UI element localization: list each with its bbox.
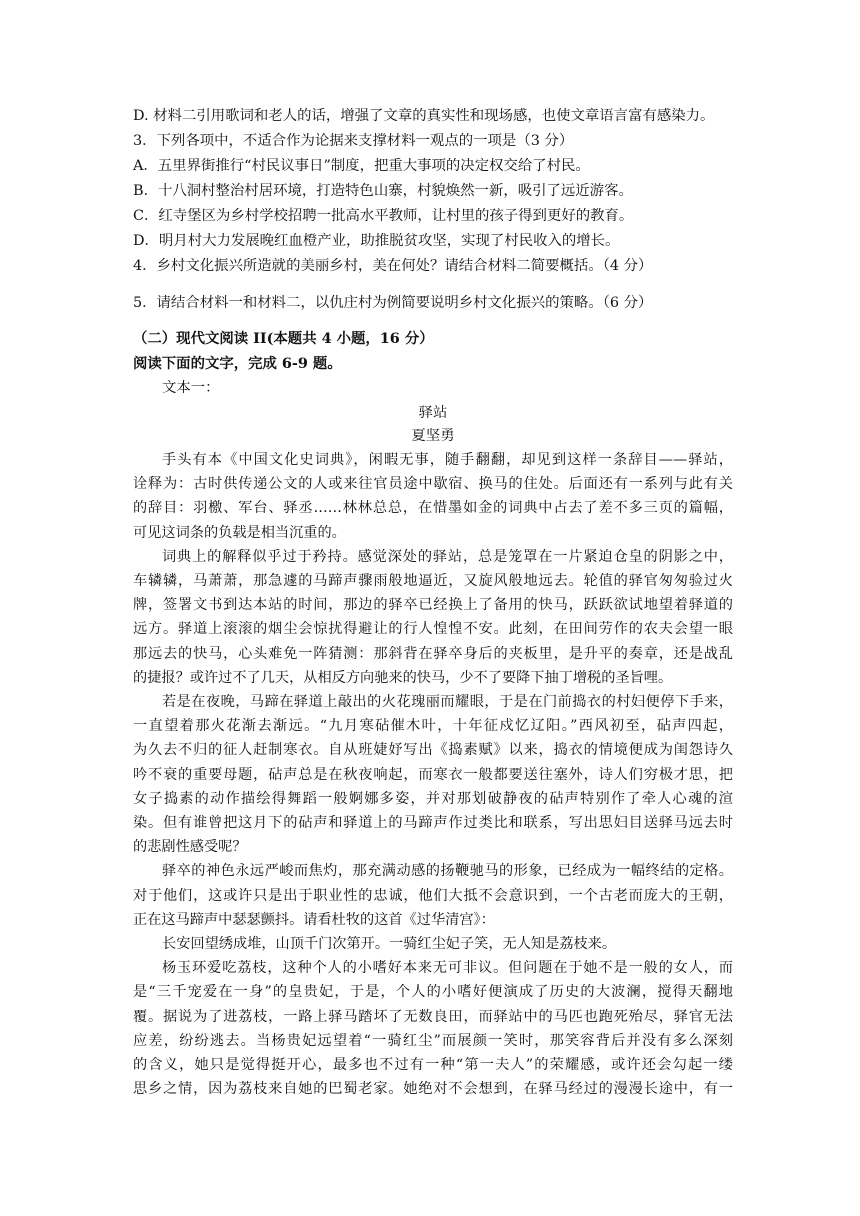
article-line: 诠释为：古时供传递公文的人或来往官员途中歇宿、换马的住处。后面还有一系列与此有关 <box>133 476 733 493</box>
article-line: 覆。据说为了进荔枝，一路上驿马踏坏了无数良田，而驿站中的马匹也跑死殆尽，驿官无法 <box>133 1008 733 1025</box>
article-line: 的悲剧性感受呢？ <box>133 839 247 856</box>
article-line: 若是在夜晚，马蹄在驿道上敲出的火花瑰丽而耀眼，于是在门前捣衣的村妇便停下手来， <box>162 694 733 710</box>
article-author: 夏坚勇 <box>411 428 455 444</box>
article-line: 牌，签署文书到达本站的时间，那边的驿卒已经换上了备用的快马，跃跃欲试地望着驿道的 <box>133 597 733 614</box>
article-line: 为久去不归的征人赶制寒衣。自从班婕妤写出《捣素赋》以来，捣衣的情境便成为闺怨诗久 <box>133 742 733 759</box>
article-line: 染。但有谁曾把这月下的砧声和驿道上的马蹄声作过类比和联系，写出思妇目送驿马远去时 <box>133 815 733 831</box>
article-line: 是“三千宠爱在一身”的皇贵妃，于是，个人的小嗜好便演成了历史的大波澜，搅得天翻地 <box>133 984 733 1001</box>
section-heading: （二）现代文阅读 II(本题共 4 小题，16 分） <box>133 330 434 347</box>
article-line: 女子捣素的动作描绘得舞蹈一般婀娜多姿，并对那划破静夜的砧声特别作了牵人心魂的渲 <box>133 790 733 807</box>
article-line: 应差，纷纷逃去。当杨贵妃远望着“一骑红尘”而展颜一笑时，那笑容背后并没有多么深刻 <box>133 1032 733 1049</box>
q5-stem: 5．请结合材料一和材料二，以仇庄村为例简要说明乡村文化振兴的策略。（6 分） <box>133 295 653 311</box>
q3-option-d: D．明月村大力发展晚红血橙产业，助推脱贫攻坚，实现了村民收入的增长。 <box>133 233 620 249</box>
q3-stem: 3．下列各项中，不适合作为论据来支撑材料一观点的一项是（3 分） <box>133 133 574 149</box>
article-line: 一直望着那火花渐去渐远。“九月寒砧催木叶，十年征戍忆辽阳。”西风初至，砧声四起， <box>133 718 733 735</box>
article-line: 车辚辚，马萧萧，那急遽的马蹄声骤雨般地逼近，又旋风般地远去。轮值的驿官匆匆验过火 <box>133 573 733 589</box>
article-line: 吟不衰的重要母题，砧声总是在秋夜响起，而寒衣一般都要送往塞外，诗人们穷极才思，把 <box>133 766 733 783</box>
q3-option-a: A．五里界街推行“村民议事日”制度，把重大事项的决定权交给了村民。 <box>133 158 590 174</box>
article-line: 思乡之情，因为荔枝来自她的巴蜀老家。她绝对不会想到，在驿马经过的漫漫长途中，有一 <box>133 1081 733 1098</box>
article-line: 手头有本《中国文化史词典》，闲暇无事，随手翻翻，却见到这样一条辞目——驿站， <box>162 452 733 468</box>
article-line: 的含义，她只是觉得挺开心，最多也不过有一种“第一夫人”的荣耀感，或许还会勾起一缕 <box>133 1057 733 1073</box>
article-line: 的捷报？或许过不了几天，从相反方向驰来的快马，少不了要降下抽丁增税的圣旨哩。 <box>133 669 673 686</box>
article-line: 可见这词条的负载是相当沉重的。 <box>133 524 346 541</box>
article-title: 驿站 <box>418 405 448 421</box>
q3-option-c: C．红寺堡区为乡村学校招聘一批高水平教师，让村里的孩子得到更好的教育。 <box>133 208 634 224</box>
text-label: 文本一： <box>162 380 220 396</box>
q2-option-d: D. 材料二引用歌词和老人的话，增强了文章的真实性和现场感，也使文章语言富有感染力。 <box>133 108 715 124</box>
article-line: 词典上的解释似乎过于矜持。感觉深处的驿站，总是笼罩在一片紧迫仓皇的阴影之中， <box>162 548 733 565</box>
article-line: 正在这马蹄声中瑟瑟颤抖。请看杜牧的这首《过华清宫》： <box>133 911 495 928</box>
article-line: 远方。驿道上滚滚的烟尘会惊扰得避让的行人惶惶不安。此刻，在田间劳作的农夫会望一眼 <box>133 621 733 638</box>
q4-stem: 4．乡村文化振兴所造就的美丽乡村，美在何处？请结合材料二简要概括。（4 分） <box>133 258 653 274</box>
article-line: 的辞目：羽檄、军台、驿丞……林林总总，在惜墨如金的词典中占去了差不多三页的篇幅， <box>133 500 733 517</box>
article-line: 杨玉环爱吃荔枝，这种个人的小嗜好本来无可非议。但问题在于她不是一般的女人，而 <box>162 960 733 977</box>
section-instruction: 阅读下面的文字，完成 6-9 题。 <box>133 355 342 372</box>
article-line: 长安回望绣成堆，山顶千门次第开。一骑红尘妃子笑，无人知是荔枝来。 <box>162 936 617 952</box>
q3-option-b: B．十八洞村整治村居环境，打造特色山寨，村貌焕然一新，吸引了远近游客。 <box>133 183 633 199</box>
article-line: 驿卒的神色永远严峻而焦灼，那充满动感的扬鞭驰马的形象，已经成为一幅终结的定格。 <box>162 863 733 880</box>
article-line: 那远去的快马，心头难免一阵猜测：那斜背在驿卒身后的夹板里，是升平的奏章，还是战乱 <box>133 645 733 662</box>
article-line: 对于他们，这或许只是出于职业性的忠诚，他们大抵不会意识到，一个古老而庞大的王朝， <box>133 887 733 904</box>
